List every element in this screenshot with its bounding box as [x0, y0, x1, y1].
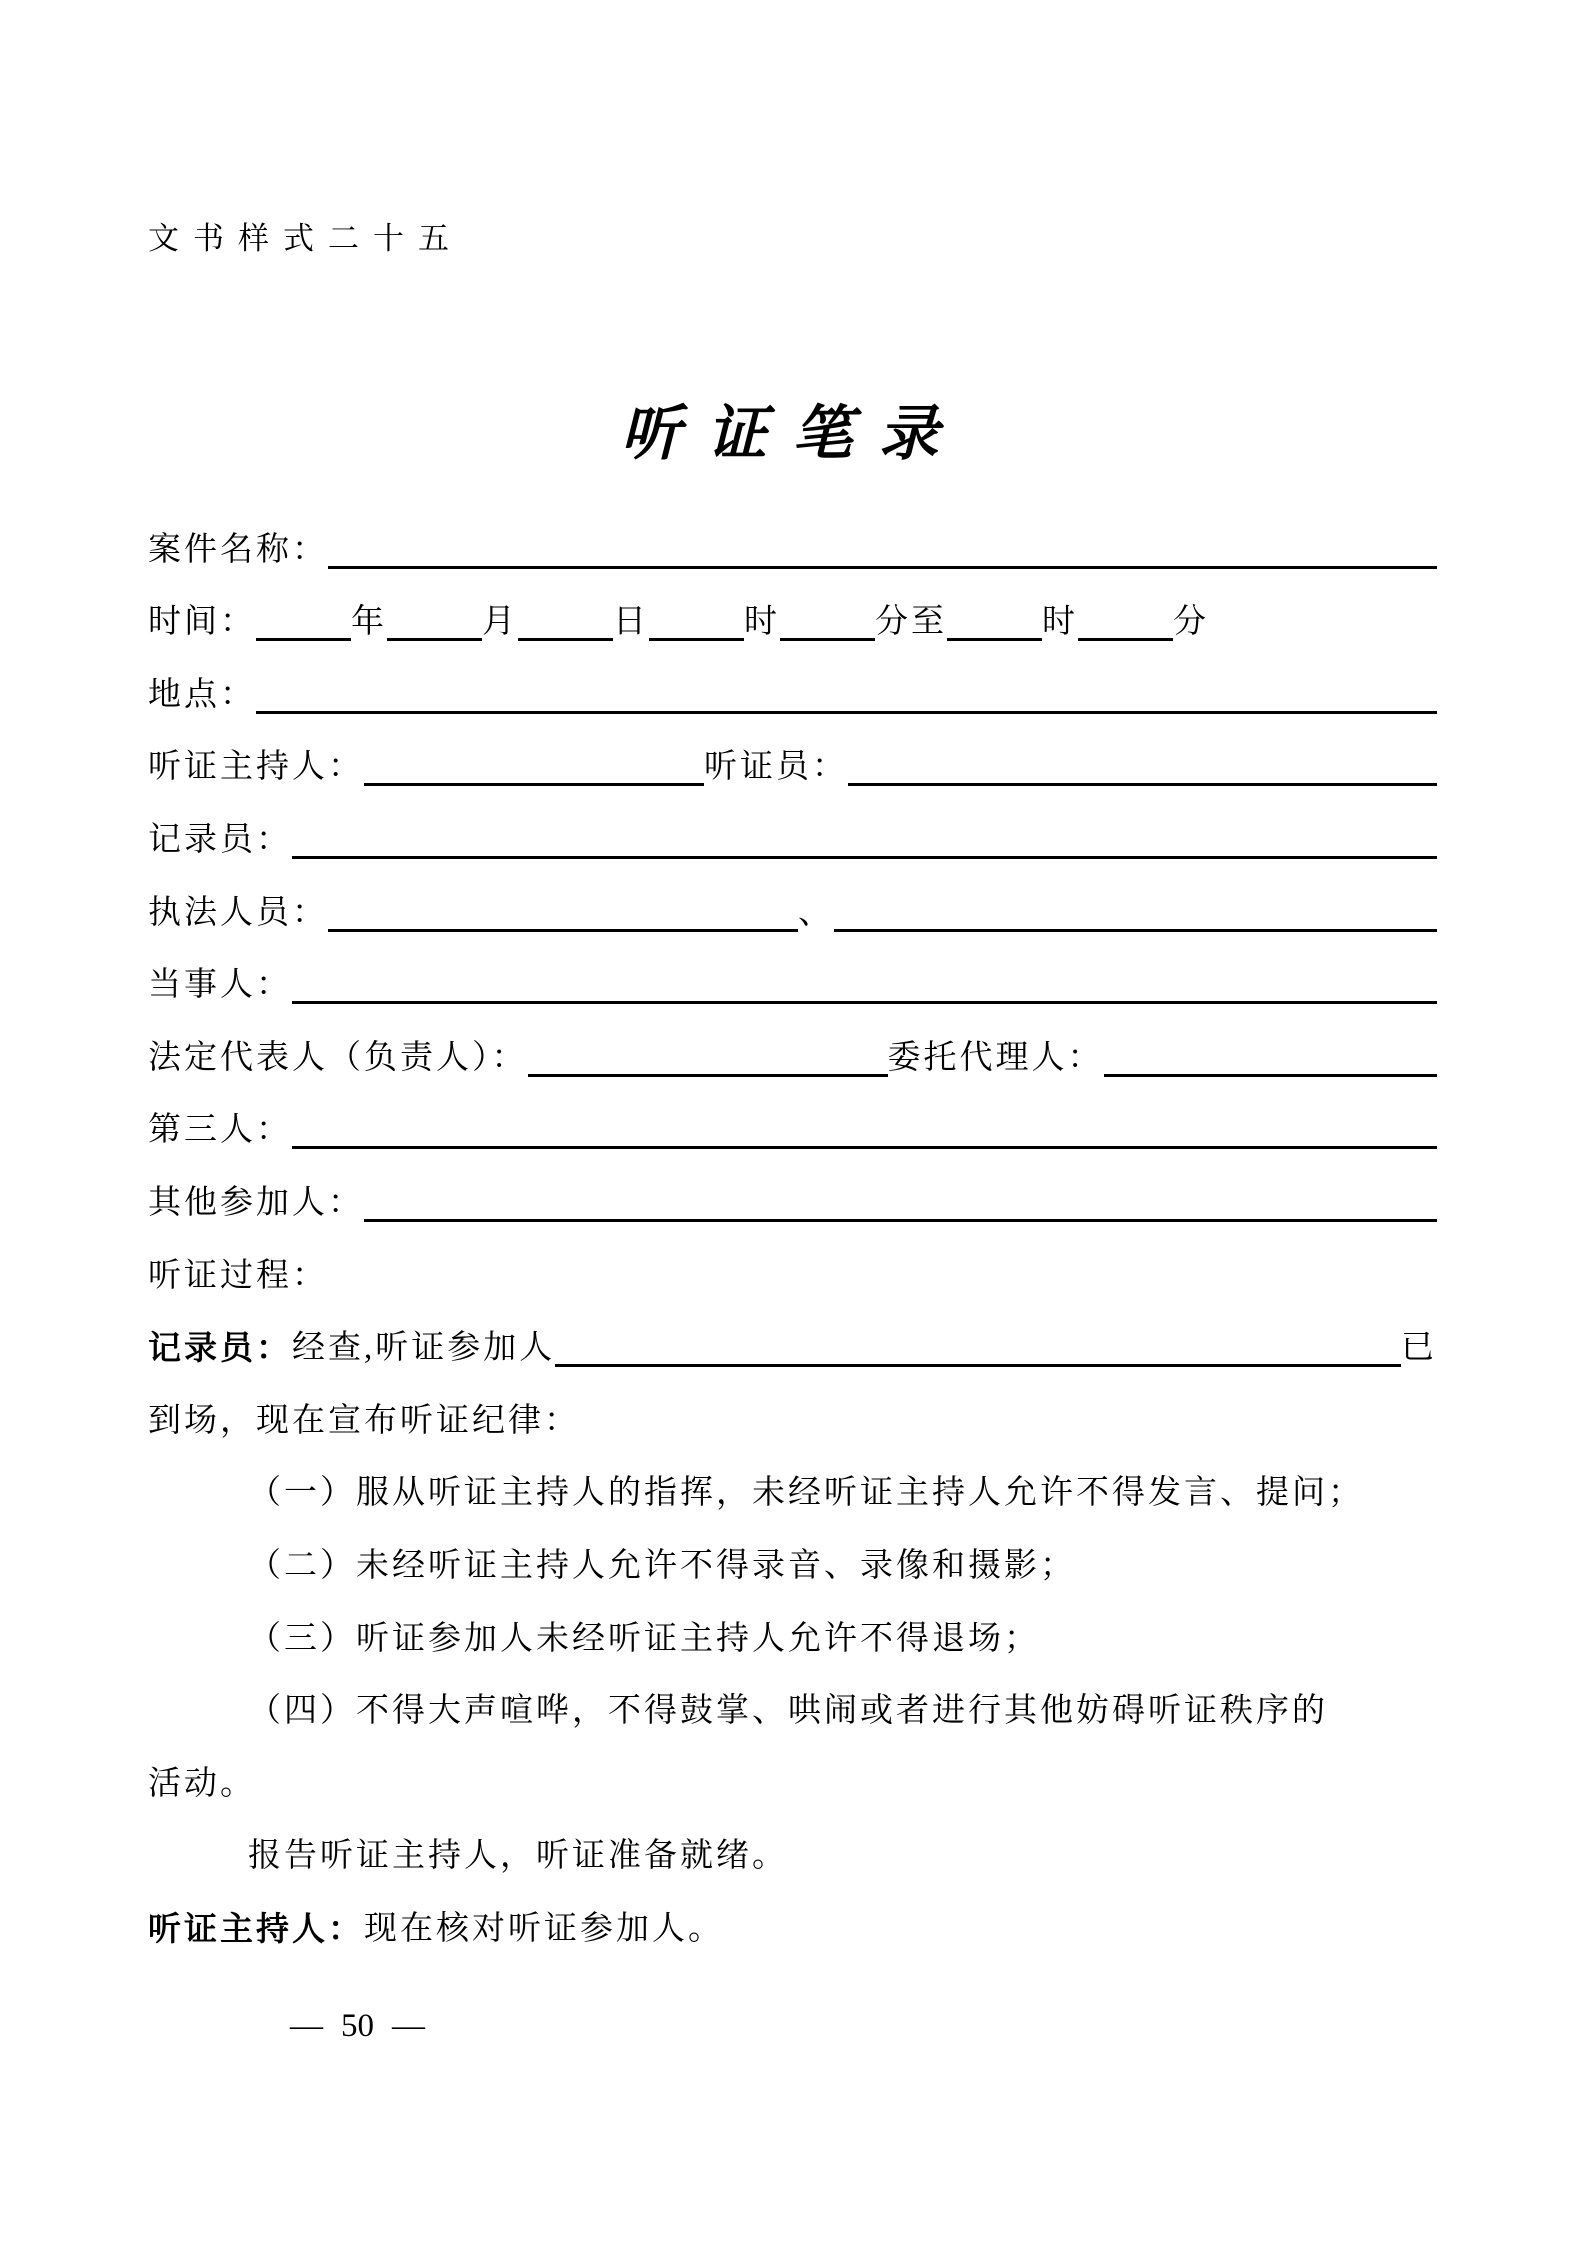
field-recorder — [148, 786, 1437, 859]
field-time — [148, 569, 1437, 642]
time-hour-end-blank — [947, 635, 1042, 641]
location-blank — [256, 708, 1437, 714]
field-other-participants — [148, 1149, 1437, 1222]
unit-day: 日 — [613, 604, 649, 641]
recorder-speaker: 记录员： — [148, 1329, 292, 1367]
party-label: 当事人： — [148, 967, 292, 1004]
hearing-record-form — [148, 496, 1437, 1948]
rule-4-text-2: 活动。 — [148, 1765, 256, 1802]
field-third-party — [148, 1077, 1437, 1150]
field-location — [148, 641, 1437, 714]
footer-dash-right: — — [392, 2008, 425, 2044]
rule-1-text: （一）服从听证主持人的指挥，未经听证主持人允许不得发言、提问； — [248, 1475, 1364, 1512]
recorder-text-before-blank: 经查,听证参加人 — [292, 1330, 556, 1367]
recorder-text-after-blank: 已 — [1401, 1330, 1437, 1367]
enforcement-separator: 、 — [798, 894, 834, 931]
location-label: 地点： — [148, 676, 256, 713]
unit-month: 月 — [482, 604, 518, 641]
unit-year: 年 — [351, 604, 387, 641]
legal-rep-label: 法定代表人（负责人）： — [148, 1039, 528, 1076]
time-hour-start-blank — [649, 635, 744, 641]
time-minute-start-blank — [780, 635, 875, 641]
report-line — [148, 1803, 1437, 1876]
report-text: 报告听证主持人，听证准备就绪。 — [248, 1838, 788, 1875]
unit-hour-start: 时 — [744, 604, 780, 641]
rule-4-line-1 — [148, 1658, 1437, 1731]
time-month-blank — [387, 635, 482, 641]
recorder-label: 记录员： — [148, 822, 292, 859]
case-name-blank — [328, 563, 1437, 569]
rule-3-line — [148, 1585, 1437, 1658]
other-participants-blank — [364, 1216, 1437, 1222]
presider-statement-line — [148, 1875, 1437, 1948]
participants-blank — [555, 1361, 1401, 1367]
third-party-label: 第三人： — [148, 1112, 292, 1149]
time-year-blank — [256, 635, 351, 641]
party-blank — [292, 998, 1437, 1004]
page-number: 50 — [341, 2008, 374, 2044]
footer-dash-left: — — [290, 2008, 323, 2044]
page-footer — [290, 2008, 425, 2045]
field-case-name — [148, 496, 1437, 569]
rule-1-line — [148, 1440, 1437, 1513]
third-party-blank — [292, 1143, 1437, 1149]
presider-speaker: 听证主持人： — [148, 1909, 364, 1947]
presider-text: 现在核对听证参加人。 — [364, 1910, 724, 1947]
recorder-blank — [292, 853, 1437, 859]
transcript-recorder-line — [148, 1295, 1437, 1368]
unit-hour-end: 时 — [1042, 604, 1078, 641]
process-label: 听证过程： — [148, 1257, 328, 1294]
field-process — [148, 1222, 1437, 1295]
recorder-text-line2: 到场，现在宣布听证纪律： — [148, 1402, 580, 1439]
presider-blank — [364, 780, 704, 786]
field-enforcement-officers — [148, 859, 1437, 932]
transcript-recorder-line2 — [148, 1367, 1437, 1440]
rule-3-text: （三）听证参加人未经听证主持人允许不得退场； — [248, 1620, 1040, 1657]
case-name-label: 案件名称： — [148, 531, 328, 568]
other-participants-label: 其他参加人： — [148, 1184, 364, 1221]
enforcement-blank-1 — [328, 926, 798, 932]
enforcement-blank-2 — [834, 926, 1437, 932]
agent-blank — [1104, 1071, 1438, 1077]
legal-rep-blank — [528, 1071, 888, 1077]
doc-style-label: 文书样式二十五 — [148, 221, 463, 256]
doc-title: 听证笔录 — [620, 401, 965, 467]
enforcement-label: 执法人员： — [148, 894, 328, 931]
time-day-blank — [518, 635, 613, 641]
unit-minute-to: 分至 — [875, 604, 947, 641]
rule-4-text-1: （四）不得大声喧哗，不得鼓掌、哄闹或者进行其他妨碍听证秩序的 — [248, 1693, 1328, 1730]
presider-label: 听证主持人： — [148, 749, 364, 786]
field-party — [148, 932, 1437, 1005]
rule-2-text: （二）未经听证主持人允许不得录音、录像和摄影； — [248, 1547, 1076, 1584]
field-presider — [148, 714, 1437, 787]
unit-minute-end: 分 — [1173, 604, 1209, 641]
hearing-officer-blank — [848, 780, 1437, 786]
agent-label: 委托代理人： — [887, 1039, 1104, 1076]
time-minute-end-blank — [1078, 635, 1173, 641]
field-legal-representative — [148, 1004, 1437, 1077]
time-label: 时间： — [148, 604, 256, 641]
rule-2-line — [148, 1512, 1437, 1585]
hearing-officer-label: 听证员： — [704, 749, 848, 786]
rule-4-line-2 — [148, 1730, 1437, 1803]
